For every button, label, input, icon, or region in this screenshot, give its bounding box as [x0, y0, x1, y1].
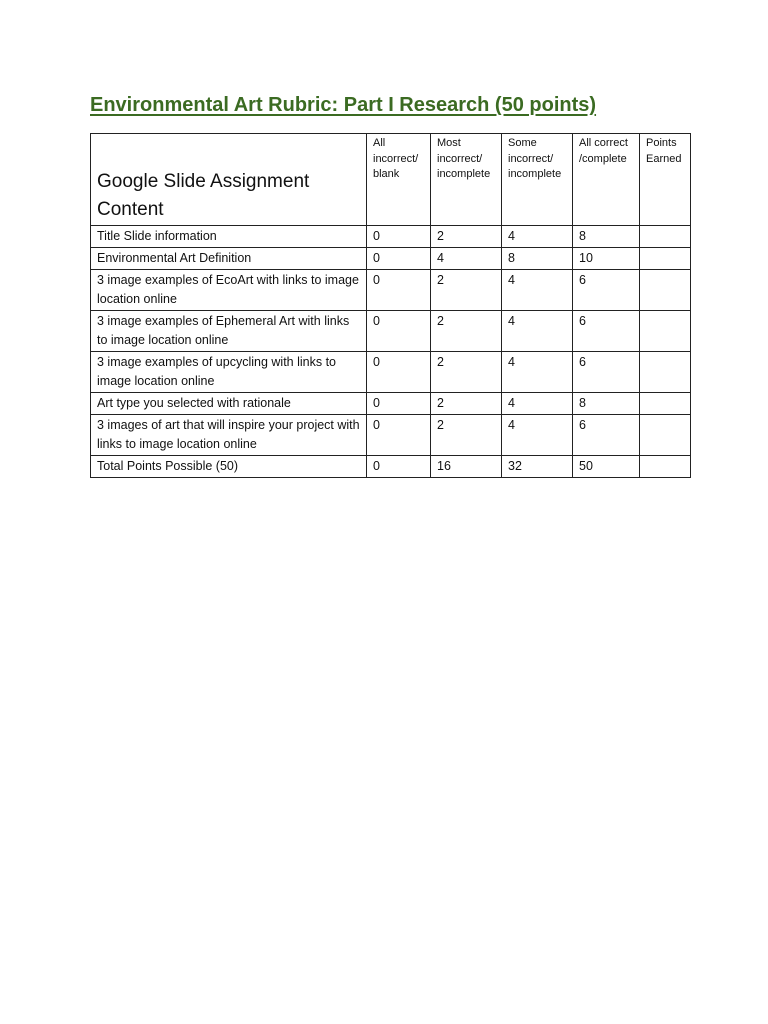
cell-some-incorrect: 4 [502, 311, 573, 352]
cell-some-incorrect: 4 [502, 415, 573, 456]
cell-some-incorrect: 4 [502, 352, 573, 393]
cell-all-correct: 10 [573, 248, 640, 270]
cell-all-incorrect: 0 [367, 311, 431, 352]
column-header-all-incorrect: All incorrect/ blank [367, 134, 431, 226]
row-criterion: 3 image examples of upcycling with links to image location online [91, 352, 367, 393]
cell-all-correct: 6 [573, 311, 640, 352]
table-row [91, 393, 691, 415]
cell-all-incorrect: 0 [367, 456, 431, 478]
row-criterion: 3 image examples of EcoArt with links to image location online [91, 270, 367, 311]
cell-all-correct: 6 [573, 415, 640, 456]
cell-all-correct: 8 [573, 226, 640, 248]
column-header-some-incorrect: Some incorrect/ incomplete [502, 134, 573, 226]
table-row [91, 415, 691, 456]
cell-some-incorrect: 4 [502, 393, 573, 415]
cell-some-incorrect: 4 [502, 226, 573, 248]
cell-all-correct: 50 [573, 456, 640, 478]
cell-all-incorrect: 0 [367, 226, 431, 248]
row-criterion: 3 images of art that will inspire your project with links to image location online [91, 415, 367, 456]
cell-points-earned [640, 270, 691, 311]
cell-most-incorrect: 4 [431, 248, 502, 270]
cell-all-incorrect: 0 [367, 248, 431, 270]
row-criterion: Title Slide information [91, 226, 367, 248]
cell-most-incorrect: 2 [431, 311, 502, 352]
cell-most-incorrect: 2 [431, 393, 502, 415]
cell-points-earned [640, 311, 691, 352]
table-header-row [91, 134, 691, 226]
cell-all-correct: 6 [573, 352, 640, 393]
table-row-total [91, 456, 691, 478]
cell-most-incorrect: 2 [431, 415, 502, 456]
row-criterion: 3 image examples of Ephemeral Art with links to image location online [91, 311, 367, 352]
column-header-all-correct: All correct /complete [573, 134, 640, 226]
cell-all-incorrect: 0 [367, 415, 431, 456]
table-row [91, 311, 691, 352]
rubric-table [90, 133, 691, 478]
cell-most-incorrect: 2 [431, 226, 502, 248]
cell-points-earned [640, 226, 691, 248]
cell-all-incorrect: 0 [367, 393, 431, 415]
column-header-most-incorrect: Most incorrect/ incomplete [431, 134, 502, 226]
cell-some-incorrect: 4 [502, 270, 573, 311]
cell-most-incorrect: 2 [431, 352, 502, 393]
row-criterion: Total Points Possible (50) [91, 456, 367, 478]
cell-all-incorrect: 0 [367, 270, 431, 311]
cell-points-earned [640, 456, 691, 478]
cell-all-incorrect: 0 [367, 352, 431, 393]
table-row [91, 226, 691, 248]
cell-most-incorrect: 16 [431, 456, 502, 478]
document-title: Environmental Art Rubric: Part I Research (50 points) [90, 94, 597, 116]
table-row [91, 352, 691, 393]
row-criterion: Art type you selected with rationale [91, 393, 367, 415]
column-header-points-earned: Points Earned [640, 134, 691, 226]
cell-points-earned [640, 393, 691, 415]
cell-most-incorrect: 2 [431, 270, 502, 311]
cell-all-correct: 6 [573, 270, 640, 311]
column-header-content: Google Slide Assignment Content [91, 134, 367, 226]
cell-some-incorrect: 32 [502, 456, 573, 478]
cell-all-correct: 8 [573, 393, 640, 415]
cell-points-earned [640, 248, 691, 270]
cell-some-incorrect: 8 [502, 248, 573, 270]
cell-points-earned [640, 352, 691, 393]
table-row [91, 270, 691, 311]
table-row [91, 248, 691, 270]
row-criterion: Environmental Art Definition [91, 248, 367, 270]
cell-points-earned [640, 415, 691, 456]
